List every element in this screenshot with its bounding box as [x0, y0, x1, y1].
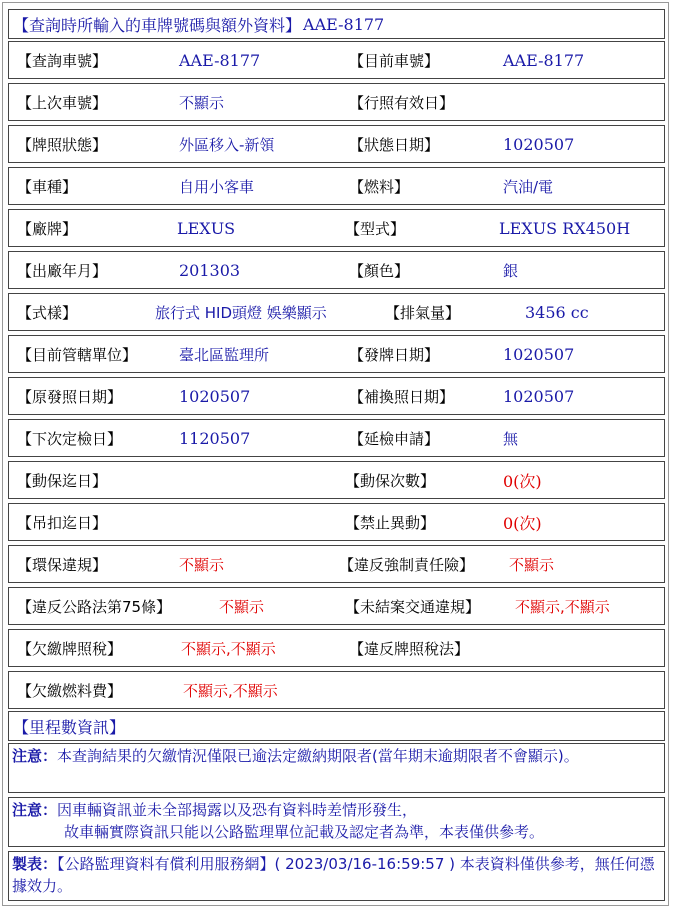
field-value: 不顯示 — [509, 555, 555, 574]
field-label: 【環保違規】 — [17, 555, 108, 574]
field-label: 【目前管轄單位】 — [17, 345, 138, 364]
note-2-line2: 故車輛實際資訊只能以公路監理單位記載及認定者為準，本表僅供參考。 — [64, 823, 545, 841]
field-value: 旅行式 HID頭燈 娛樂顯示 — [155, 303, 327, 322]
note-2 — [8, 797, 665, 847]
note-1-key: 注意： — [12, 747, 58, 765]
field-label: 【燃料】 — [349, 177, 410, 196]
field-value: 1020507 — [503, 344, 575, 364]
mileage-row — [8, 711, 665, 741]
field-row — [8, 293, 665, 331]
field-row — [8, 335, 665, 373]
field-value: 銀 — [503, 261, 519, 280]
field-row — [8, 503, 665, 541]
field-label: 【上次車號】 — [17, 93, 108, 112]
field-label: 【目前車號】 — [349, 51, 440, 70]
field-label: 【排氣量】 — [385, 303, 461, 322]
field-row — [8, 419, 665, 457]
field-value: 0(次) — [503, 471, 542, 491]
report-plate: AAE-8177 — [303, 14, 385, 34]
field-row — [8, 251, 665, 289]
field-label: 【狀態日期】 — [349, 135, 440, 154]
field-row — [8, 377, 665, 415]
field-label: 【行照有效日】 — [349, 93, 455, 112]
field-label: 【動保迄日】 — [17, 471, 108, 490]
field-value: 無 — [503, 429, 519, 448]
note-2-key: 注意： — [12, 801, 58, 819]
field-value: 臺北區監理所 — [179, 345, 270, 364]
field-value: LEXUS RX450H — [499, 218, 631, 238]
field-value: 汽油/電 — [503, 177, 554, 196]
field-label: 【禁止異動】 — [345, 513, 436, 532]
field-label: 【原發照日期】 — [17, 387, 123, 406]
field-row — [8, 41, 665, 79]
field-label: 【動保次數】 — [345, 471, 436, 490]
footer-text: 【公路監理資料有償利用服務網】( 2023/03/16-16:59:57 ) 本表資料僅供參考，無任何憑據效力。 — [12, 855, 655, 895]
field-row — [8, 629, 665, 667]
field-row — [8, 671, 665, 709]
field-value: LEXUS — [177, 218, 236, 238]
field-value: 不顯示 — [219, 597, 265, 616]
field-label: 【延檢申請】 — [349, 429, 440, 448]
footer-key: 製表： — [12, 855, 58, 873]
field-value: AAE-8177 — [503, 50, 585, 70]
field-label: 【式樣】 — [17, 303, 78, 322]
field-value: 1020507 — [503, 386, 575, 406]
field-value: 1020507 — [179, 386, 251, 406]
field-label: 【查詢車號】 — [17, 51, 108, 70]
field-label: 【吊扣迄日】 — [17, 513, 108, 532]
field-value: AAE-8177 — [179, 50, 261, 70]
field-label: 【補換照日期】 — [349, 387, 455, 406]
field-label: 【欠繳燃料費】 — [17, 681, 123, 700]
field-label: 【廠牌】 — [17, 219, 78, 238]
field-row — [8, 209, 665, 247]
field-label: 【顏色】 — [349, 261, 410, 280]
note-2-line1: 因車輛資訊並未全部揭露以及恐有資料時差情形發生， — [57, 801, 418, 819]
field-label: 【發牌日期】 — [349, 345, 440, 364]
field-value: 201303 — [179, 260, 241, 280]
field-value: 不顯示,不顯示 — [515, 597, 610, 616]
field-row — [8, 167, 665, 205]
note-1 — [8, 743, 665, 793]
note-1-text: 本查詢結果的欠繳情況僅限已逾法定繳納期限者(當年期末逾期限者不會顯示)。 — [57, 747, 579, 765]
field-value: 0(次) — [503, 513, 542, 533]
field-value: 1120507 — [179, 428, 251, 448]
field-label: 【出廠年月】 — [17, 261, 108, 280]
mileage-label: 【里程數資訊】 — [13, 717, 126, 737]
field-value: 不顯示,不顯示 — [183, 681, 278, 700]
field-value: 不顯示,不顯示 — [181, 639, 276, 658]
field-row — [8, 461, 665, 499]
field-value: 外區移入-新領 — [179, 135, 275, 154]
field-row — [8, 545, 665, 583]
vehicle-report-frame — [2, 2, 669, 906]
field-value: 3456 cc — [525, 302, 589, 322]
field-label: 【違反強制責任險】 — [339, 555, 475, 574]
report-title: 【查詢時所輸入的車牌號碼與額外資料】 — [13, 15, 302, 35]
field-value: 不顯示 — [179, 93, 225, 112]
field-value: 1020507 — [503, 134, 575, 154]
field-label: 【未結案交通違規】 — [345, 597, 481, 616]
field-label: 【型式】 — [345, 219, 406, 238]
field-label: 【牌照狀態】 — [17, 135, 108, 154]
field-label: 【違反牌照稅法】 — [349, 639, 470, 658]
report-header — [8, 9, 665, 39]
field-value: 不顯示 — [179, 555, 225, 574]
field-label: 【下次定檢日】 — [17, 429, 123, 448]
report-footer — [8, 851, 665, 901]
field-label: 【違反公路法第75條】 — [17, 597, 172, 616]
field-label: 【欠繳牌照稅】 — [17, 639, 123, 658]
field-row — [8, 83, 665, 121]
field-row — [8, 587, 665, 625]
field-value: 自用小客車 — [179, 177, 255, 196]
field-label: 【車種】 — [17, 177, 78, 196]
field-row — [8, 125, 665, 163]
